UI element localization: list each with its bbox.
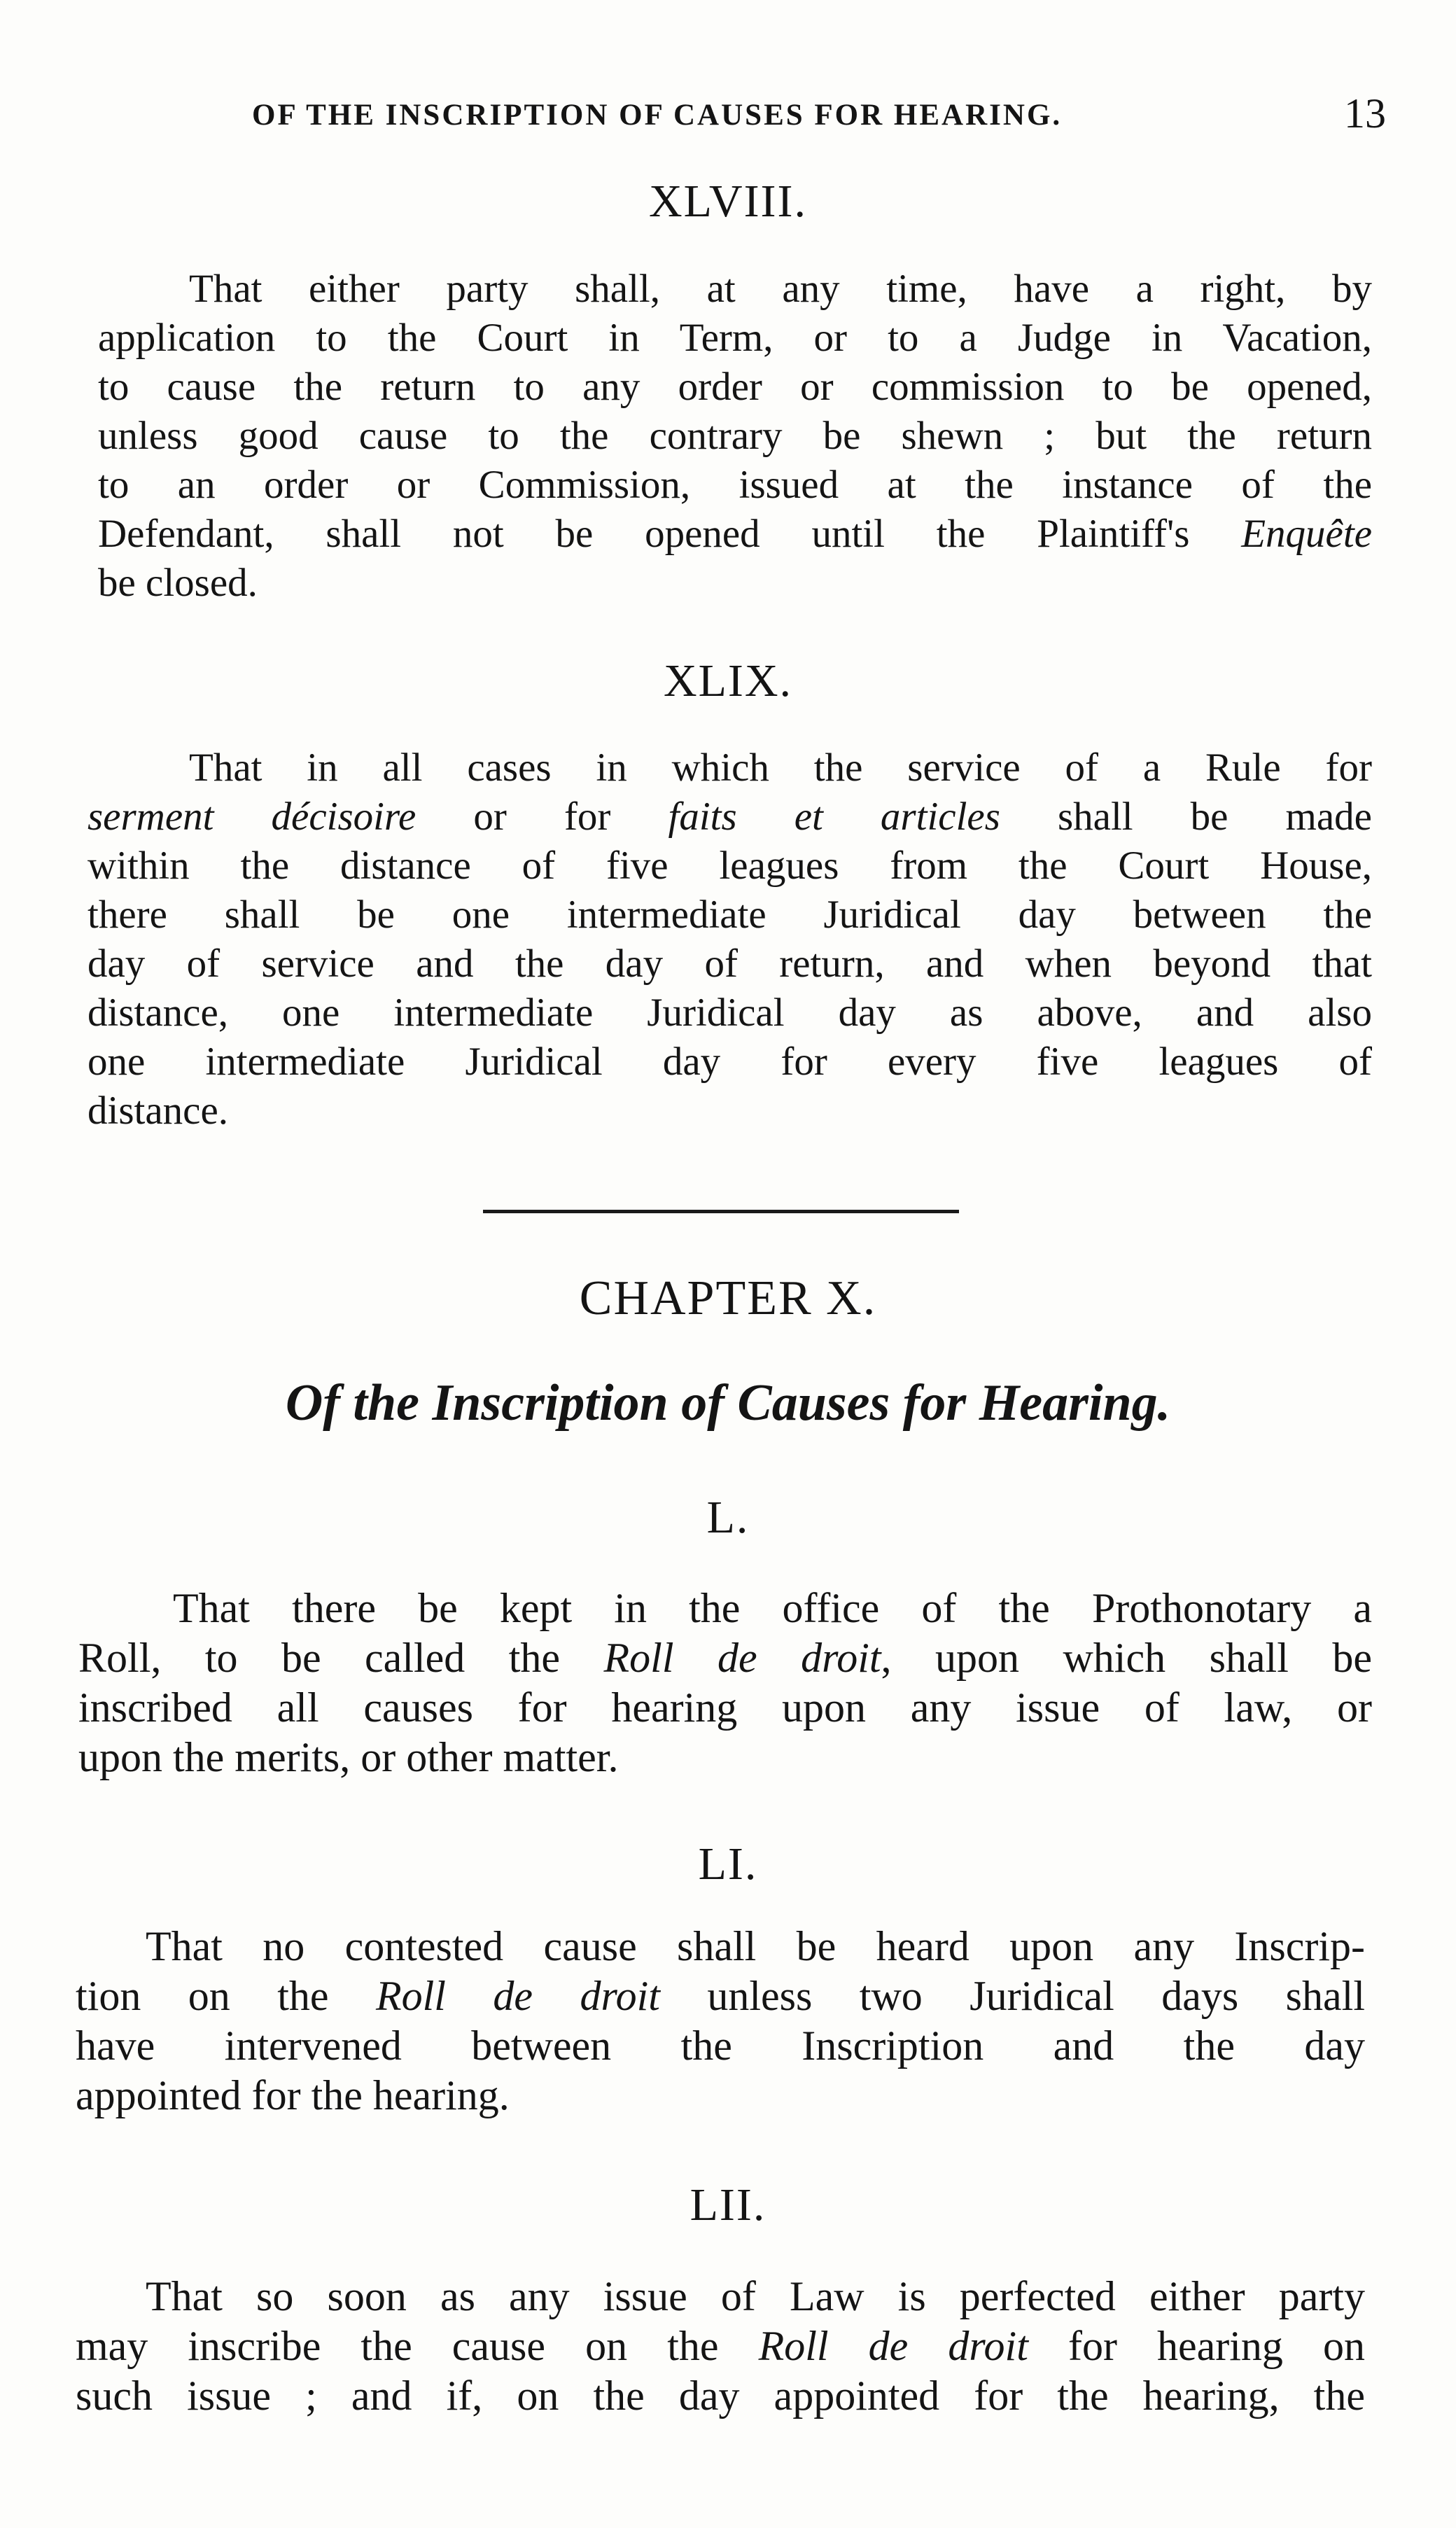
running-head	[252, 90, 1386, 146]
section-xlviii-paragraph	[98, 265, 1372, 608]
chapter-divider-rule	[483, 1210, 959, 1213]
text-line: be closed.	[98, 561, 258, 605]
text-line: day of service and the day of return, and when beyond that	[88, 942, 1372, 986]
text-line: Roll, to be called the Roll de droit, upon which shall be	[78, 1635, 1372, 1681]
text-line: inscribed all causes for hearing upon any issue of law, or	[78, 1684, 1372, 1731]
text-line: unless good cause to the contrary be shewn ; but the return	[98, 414, 1372, 458]
section-li-paragraph	[76, 1922, 1365, 2121]
text-line: distance, one intermediate Juridical day as above, and also	[88, 991, 1372, 1035]
text-line: That there be kept in the office of the Prothonotary a	[173, 1585, 1372, 1631]
text-line: serment décisoire or for faits et articles shall be made	[88, 795, 1372, 839]
text-line: such issue ; and if, on the day appointed for the hearing, the	[76, 2373, 1365, 2419]
text-line: within the distance of five leagues from the Court House,	[88, 844, 1372, 888]
section-l-paragraph	[78, 1584, 1372, 1782]
section-xlix-paragraph	[88, 743, 1372, 1136]
section-heading-l: L.	[706, 1492, 750, 1543]
section-heading-xlix: XLIX.	[663, 655, 793, 706]
text-line: That in all cases in which the service of a Rule for	[189, 746, 1372, 790]
text-line: tion on the Roll de droit unless two Juridical days shall	[76, 1973, 1366, 2019]
text-line: have intervened between the Inscription and the day	[76, 2023, 1365, 2069]
text-line: upon the merits, or other matter.	[78, 1734, 619, 1780]
running-head-title: OF THE INSCRIPTION OF CAUSES FOR HEARING.	[252, 99, 1063, 132]
text-line: That no contested cause shall be heard upon any Inscrip-	[146, 1923, 1365, 1969]
chapter-subtitle: Of the Inscription of Causes for Hearing.	[285, 1374, 1171, 1432]
text-line: there shall be one intermediate Juridical day between the	[88, 893, 1372, 937]
page-number: 13	[1344, 90, 1386, 137]
text-line: to an order or Commission, issued at the instance of the	[98, 463, 1372, 507]
text-line: application to the Court in Term, or to a Judge in Vacation,	[98, 316, 1372, 360]
text-line: appointed for the hearing.	[76, 2072, 510, 2118]
text-line: one intermediate Juridical day for every five leagues of	[88, 1040, 1372, 1084]
text-line: may inscribe the cause on the Roll de droit for hearing on	[76, 2323, 1366, 2369]
section-heading-li: LI.	[698, 1838, 758, 1890]
chapter-title: CHAPTER X.	[579, 1271, 877, 1325]
section-heading-lii: LII.	[690, 2179, 766, 2230]
text-line: distance.	[88, 1089, 229, 1133]
text-line: Defendant, shall not be opened until the Plaintiff's Enquête	[98, 512, 1372, 556]
section-heading-xlviii: XLVIII.	[648, 176, 808, 227]
text-line: That so soon as any issue of Law is perfected either party	[146, 2273, 1365, 2319]
text-line: That either party shall, at any time, have a right, by	[189, 267, 1372, 311]
section-lii-paragraph	[76, 2272, 1365, 2421]
text-line: to cause the return to any order or commission to be opened,	[98, 365, 1372, 409]
